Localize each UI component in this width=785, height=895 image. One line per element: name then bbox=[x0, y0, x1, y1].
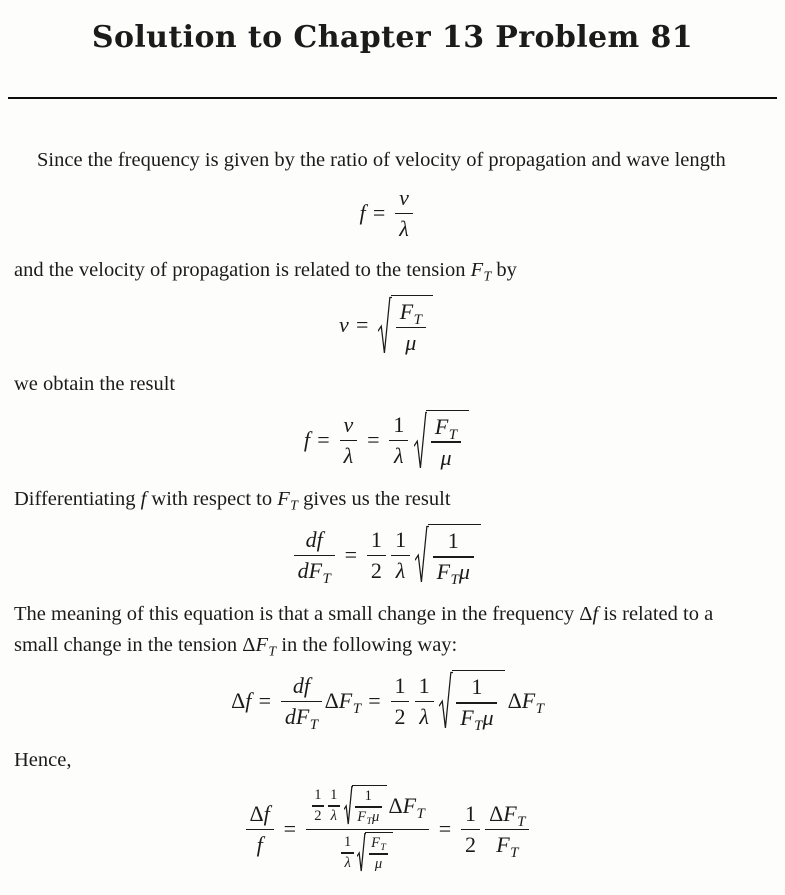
math-symbol: f bbox=[256, 832, 263, 858]
math-symbol: f bbox=[592, 603, 599, 626]
display-equation bbox=[14, 410, 761, 472]
math-symbol: μ bbox=[405, 329, 417, 355]
math-row bbox=[357, 809, 379, 826]
math-symbol: d bbox=[284, 703, 296, 729]
fraction-denominator bbox=[253, 830, 267, 857]
math-symbol: T bbox=[290, 498, 298, 514]
radical-icon bbox=[414, 410, 428, 472]
math-symbol: 2 bbox=[464, 832, 476, 858]
fraction-numerator bbox=[467, 674, 486, 702]
math-symbol: λ bbox=[330, 807, 337, 824]
paragraph bbox=[14, 484, 761, 515]
text-run: Hence, bbox=[14, 748, 72, 771]
math-square-root bbox=[378, 295, 433, 357]
math-row bbox=[489, 801, 526, 830]
math-symbol: T bbox=[366, 816, 372, 828]
math-symbol: T bbox=[352, 700, 362, 717]
math-row bbox=[436, 559, 470, 589]
fraction-numerator bbox=[341, 834, 353, 852]
fraction-numerator bbox=[485, 801, 529, 829]
fraction-numerator bbox=[461, 801, 480, 829]
math-symbol: λ bbox=[343, 443, 354, 469]
math-symbol: λ bbox=[344, 854, 351, 871]
math-fraction bbox=[355, 788, 382, 826]
fraction-denominator bbox=[391, 702, 410, 729]
fraction-numerator bbox=[415, 673, 434, 701]
fraction-numerator bbox=[312, 787, 324, 805]
math-symbol: T bbox=[450, 572, 459, 589]
radicand bbox=[365, 832, 393, 874]
math-symbol: μ bbox=[371, 809, 380, 826]
math-fraction bbox=[396, 299, 426, 355]
math-symbol: T bbox=[322, 570, 331, 587]
fraction-denominator bbox=[390, 441, 407, 468]
fraction-numerator bbox=[362, 788, 374, 806]
math-row bbox=[242, 630, 276, 661]
radical-icon bbox=[378, 295, 392, 357]
math-symbol: f bbox=[245, 687, 252, 713]
radicand bbox=[391, 295, 433, 357]
fraction-denominator bbox=[340, 441, 357, 468]
math-symbol: 1 bbox=[395, 526, 407, 552]
fraction-numerator bbox=[328, 787, 340, 805]
display-equation bbox=[14, 670, 761, 735]
math-symbol: f bbox=[303, 672, 311, 698]
text-run: with respect to bbox=[146, 488, 278, 511]
math-symbol: 2 bbox=[370, 557, 382, 583]
math-fraction bbox=[341, 834, 353, 872]
math-row bbox=[304, 410, 471, 472]
math-symbol: λ bbox=[394, 443, 404, 469]
fraction-numerator bbox=[391, 527, 410, 555]
math-symbol: 1 bbox=[447, 528, 459, 554]
math-row bbox=[231, 670, 544, 735]
math-row bbox=[243, 785, 532, 873]
radical-icon bbox=[439, 670, 453, 732]
radicand bbox=[352, 785, 387, 827]
fraction-denominator bbox=[328, 807, 340, 825]
math-square-root bbox=[415, 524, 481, 589]
paragraph bbox=[14, 599, 761, 661]
fraction-denominator bbox=[312, 807, 324, 825]
math-symbol: F bbox=[496, 832, 510, 858]
fraction-denominator bbox=[294, 556, 335, 587]
math-subscript bbox=[399, 298, 422, 328]
math-symbol: Δ bbox=[489, 801, 504, 827]
paragraph bbox=[14, 145, 761, 176]
math-symbol: F bbox=[402, 793, 417, 819]
math-fraction bbox=[340, 412, 358, 468]
math-symbol: F bbox=[255, 634, 269, 657]
math-subscript bbox=[471, 255, 492, 286]
fraction-denominator bbox=[461, 830, 480, 857]
math-symbol: F bbox=[308, 557, 323, 583]
fraction-denominator bbox=[355, 808, 382, 826]
math-fraction bbox=[461, 801, 480, 857]
fraction-denominator bbox=[342, 854, 354, 872]
math-symbol: F bbox=[434, 413, 449, 439]
radicand bbox=[452, 670, 505, 735]
math-symbol: μ bbox=[458, 559, 470, 585]
fraction-numerator bbox=[391, 673, 410, 701]
math-subscript bbox=[357, 809, 372, 826]
math-fraction bbox=[431, 414, 461, 470]
fraction-numerator bbox=[369, 835, 389, 853]
math-symbol: F bbox=[371, 835, 381, 852]
math-operator: = bbox=[438, 816, 452, 842]
math-symbol: T bbox=[483, 269, 492, 285]
math-symbol: T bbox=[309, 716, 319, 733]
math-operator: = bbox=[356, 312, 369, 338]
math-subscript bbox=[402, 793, 425, 822]
math-symbol: T bbox=[268, 644, 277, 660]
fraction-numerator bbox=[396, 299, 426, 327]
math-row bbox=[310, 785, 425, 827]
radicand bbox=[428, 524, 481, 589]
math-symbol: λ bbox=[419, 703, 429, 729]
paragraph bbox=[14, 745, 761, 776]
math-square-root bbox=[439, 670, 505, 735]
math-symbol: 1 bbox=[370, 526, 382, 552]
math-row bbox=[293, 673, 310, 699]
math-symbol: Δ bbox=[324, 687, 339, 713]
document-body bbox=[0, 145, 785, 874]
math-fraction bbox=[306, 785, 429, 873]
math-subscript bbox=[436, 559, 459, 589]
fraction-denominator bbox=[401, 328, 420, 355]
math-symbol: f bbox=[263, 801, 270, 827]
math-symbol: Δ bbox=[242, 634, 256, 657]
math-subscript bbox=[521, 687, 544, 717]
math-subscript bbox=[295, 703, 319, 733]
math-fraction bbox=[246, 801, 274, 857]
math-symbol: ν bbox=[399, 185, 409, 211]
display-equation bbox=[14, 785, 761, 873]
math-fraction bbox=[415, 673, 434, 729]
math-operator: = bbox=[372, 200, 386, 226]
math-symbol: 1 bbox=[464, 801, 476, 827]
fraction-denominator bbox=[392, 556, 409, 583]
math-row bbox=[340, 832, 395, 874]
math-row bbox=[306, 527, 323, 553]
math-fraction bbox=[391, 673, 410, 729]
fraction-denominator bbox=[492, 830, 522, 861]
text-run: by bbox=[491, 258, 517, 281]
math-fraction bbox=[391, 527, 410, 583]
math-symbol: d bbox=[292, 672, 304, 698]
math-symbol: T bbox=[448, 426, 458, 443]
math-symbol: F bbox=[399, 298, 414, 324]
fraction-numerator bbox=[395, 185, 413, 213]
fraction-denominator bbox=[437, 443, 456, 470]
math-row bbox=[284, 703, 319, 733]
math-subscript bbox=[496, 832, 519, 861]
math-symbol: F bbox=[521, 687, 536, 713]
paragraph bbox=[14, 255, 761, 286]
math-fraction bbox=[389, 412, 408, 468]
math-row bbox=[250, 801, 270, 827]
math-symbol: 1 bbox=[393, 412, 405, 438]
display-equation bbox=[14, 185, 761, 241]
math-symbol: F bbox=[277, 488, 290, 511]
math-symbol: T bbox=[474, 718, 483, 735]
math-fraction bbox=[395, 185, 413, 241]
fraction-numerator bbox=[289, 673, 314, 701]
page-title: Solution to Chapter 13 Problem 81 bbox=[91, 20, 694, 55]
math-fraction bbox=[456, 674, 497, 735]
math-operator: = bbox=[258, 687, 272, 713]
text-run: and the velocity of propagation is related to the tension bbox=[14, 258, 471, 281]
math-subscript bbox=[338, 687, 362, 717]
math-operator: = bbox=[368, 687, 381, 713]
math-square-root bbox=[344, 785, 387, 827]
math-symbol: 2 bbox=[394, 703, 406, 729]
math-row bbox=[360, 185, 416, 241]
math-row bbox=[579, 599, 598, 630]
math-fraction bbox=[294, 526, 335, 587]
math-fraction bbox=[485, 801, 529, 861]
math-fraction bbox=[328, 787, 340, 825]
math-operator: = bbox=[344, 542, 358, 567]
math-fraction bbox=[369, 835, 389, 873]
math-row bbox=[460, 705, 494, 735]
math-symbol: Δ bbox=[231, 687, 246, 713]
math-symbol: λ bbox=[395, 557, 406, 583]
text-run: The meaning of this equation is that a small change in the frequency bbox=[14, 603, 580, 626]
math-symbol: T bbox=[517, 813, 526, 830]
math-symbol: T bbox=[380, 842, 386, 854]
math-symbol: 1 bbox=[330, 787, 338, 803]
math-symbol: μ bbox=[374, 856, 383, 873]
math-symbol: d bbox=[305, 526, 317, 552]
math-symbol: 1 bbox=[314, 787, 322, 803]
fraction-numerator bbox=[389, 412, 408, 440]
fraction-numerator bbox=[302, 527, 327, 555]
math-subscript bbox=[503, 801, 526, 830]
math-symbol: 1 bbox=[418, 672, 430, 698]
fraction-numerator bbox=[306, 785, 429, 829]
text-run: Differentiating bbox=[14, 488, 141, 511]
math-symbol: Δ bbox=[249, 801, 264, 827]
text-run: in the following way: bbox=[276, 634, 458, 657]
math-subscript bbox=[460, 705, 483, 735]
math-symbol: 2 bbox=[314, 807, 322, 824]
math-operator: = bbox=[283, 816, 297, 842]
fraction-numerator bbox=[246, 801, 274, 829]
text-run: is related to a small change in the tension bbox=[14, 603, 714, 657]
math-symbol: T bbox=[510, 844, 519, 861]
math-subscript bbox=[434, 413, 458, 443]
math-symbol: λ bbox=[399, 216, 409, 242]
math-symbol: F bbox=[460, 705, 474, 731]
math-symbol: F bbox=[357, 809, 367, 826]
fraction-numerator bbox=[431, 414, 461, 442]
math-symbol: T bbox=[535, 700, 544, 717]
math-symbol: Δ bbox=[507, 687, 522, 713]
math-symbol: F bbox=[470, 258, 484, 281]
math-fraction bbox=[367, 527, 386, 583]
math-fraction bbox=[281, 672, 322, 733]
math-square-root bbox=[357, 832, 393, 874]
math-subscript bbox=[308, 557, 331, 587]
math-symbol: f bbox=[359, 200, 366, 226]
math-operator: = bbox=[367, 427, 380, 453]
math-symbol: f bbox=[140, 488, 147, 511]
math-square-root bbox=[414, 410, 469, 472]
math-symbol: 1 bbox=[364, 788, 372, 805]
math-row bbox=[339, 295, 436, 357]
radical-icon bbox=[415, 524, 429, 586]
fraction-numerator bbox=[340, 412, 358, 440]
math-symbol: Δ bbox=[579, 603, 593, 626]
math-symbol: μ bbox=[482, 705, 494, 731]
fraction-numerator bbox=[444, 528, 463, 556]
fraction-denominator bbox=[372, 855, 385, 873]
math-symbol: μ bbox=[440, 444, 452, 470]
fraction-denominator bbox=[336, 830, 399, 873]
math-symbol: Δ bbox=[388, 793, 403, 819]
math-symbol: F bbox=[295, 703, 310, 729]
fraction-denominator bbox=[367, 556, 386, 583]
math-fraction bbox=[312, 787, 324, 825]
text-run: gives us the result bbox=[297, 488, 451, 511]
fraction-denominator bbox=[281, 702, 322, 733]
fraction-denominator bbox=[456, 704, 497, 735]
math-symbol: F bbox=[503, 801, 517, 827]
math-symbol: T bbox=[413, 311, 422, 328]
math-symbol: 1 bbox=[471, 674, 483, 700]
math-symbol: ν bbox=[339, 312, 349, 338]
math-row bbox=[297, 557, 331, 587]
math-subscript bbox=[255, 630, 276, 661]
math-symbol: F bbox=[338, 687, 353, 713]
math-symbol: 1 bbox=[394, 672, 406, 698]
display-equation bbox=[14, 295, 761, 357]
paragraph bbox=[14, 369, 761, 400]
math-row bbox=[291, 524, 484, 589]
math-symbol: f bbox=[316, 526, 323, 552]
math-symbol: ν bbox=[343, 412, 354, 438]
math-symbol: T bbox=[416, 805, 425, 822]
math-fraction bbox=[433, 528, 474, 589]
fraction-denominator bbox=[415, 702, 432, 729]
math-symbol: F bbox=[436, 559, 451, 585]
fraction-denominator bbox=[395, 214, 412, 241]
math-subscript bbox=[371, 835, 386, 852]
math-symbol: 1 bbox=[344, 833, 352, 850]
fraction-numerator bbox=[367, 527, 386, 555]
math-operator: = bbox=[317, 427, 330, 453]
text-run: we obtain the result bbox=[14, 373, 176, 396]
fraction-denominator bbox=[433, 558, 474, 589]
math-symbol: f bbox=[303, 427, 310, 453]
display-equation bbox=[14, 524, 761, 589]
math-subscript bbox=[277, 484, 298, 515]
text-run: Since the frequency is given by the ratio of velocity of propagation and wave length bbox=[37, 149, 726, 171]
radicand bbox=[426, 410, 468, 472]
math-symbol: d bbox=[297, 557, 309, 583]
title-divider bbox=[8, 97, 777, 99]
